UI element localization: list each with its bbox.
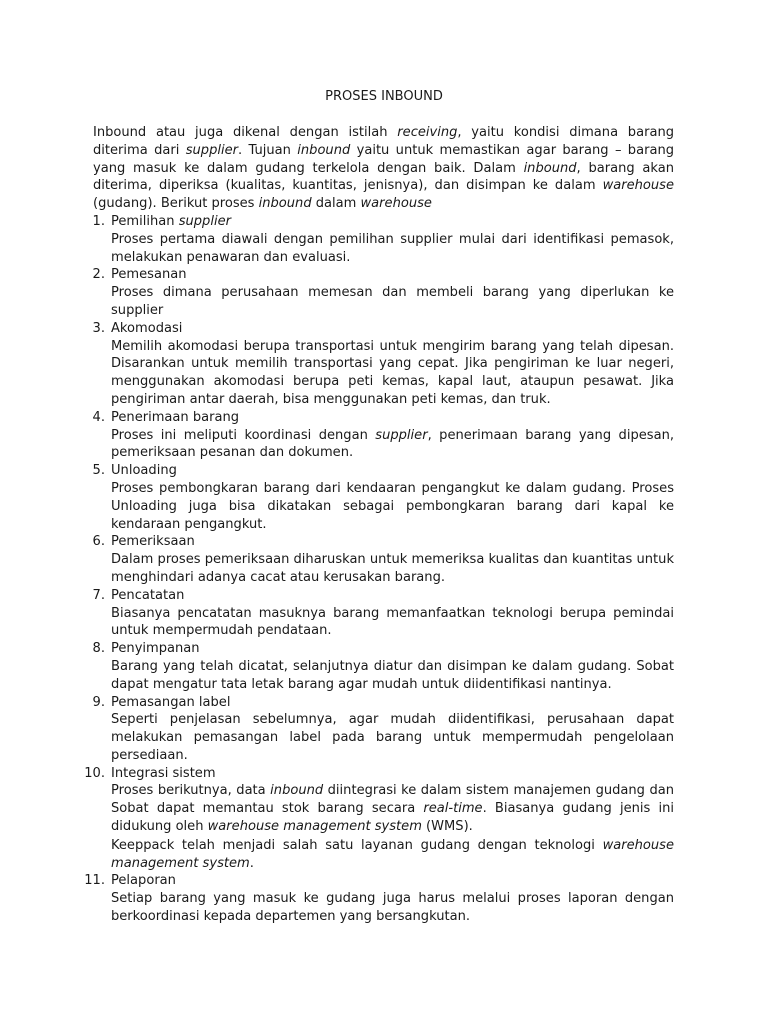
desc-text: Proses berikutnya, data <box>111 783 271 799</box>
item-description <box>111 782 674 835</box>
item-title: Pelaporan <box>111 873 176 889</box>
desc-emphasis: warehouse management system <box>111 837 674 871</box>
list-item <box>93 213 674 266</box>
item-description: Setiap barang yang masuk ke gudang juga harus melalui proses laporan dengan berkoordinasi kepada departemen yang bersangkutan. <box>111 891 674 925</box>
item-title: Pemasangan label <box>111 694 231 710</box>
item-number: 8. <box>92 641 105 657</box>
desc-text: diintegrasi ke dalam sistem manajemen gudang dan Sobat dapat memantau stok barang secara <box>111 783 674 817</box>
item-number: 1. <box>92 213 105 229</box>
item-description: Proses dimana perusahaan memesan dan membeli barang yang diperlukan ke supplier <box>111 285 674 318</box>
intro-paragraph <box>93 124 674 213</box>
list-item <box>84 872 674 925</box>
item-title: Integrasi sistem <box>111 765 216 781</box>
item-number: 3. <box>92 320 105 336</box>
intro-text: , yaitu kondisi dimana barang diterima dari <box>93 125 674 158</box>
desc-text: . Biasanya gudang jenis ini didukung oleh <box>111 801 674 835</box>
desc-text: Proses ini meliputi koordinasi dengan <box>111 427 376 443</box>
desc-emphasis: supplier <box>375 427 428 443</box>
desc-text: Keeppack telah menjadi salah satu layanan gudang dengan teknologi <box>111 837 603 853</box>
item-title: Pencatatan <box>111 587 185 603</box>
item-description: Barang yang telah dicatat, selanjutnya diatur dan disimpan ke dalam gudang. Sobat dapat mengatur tata letak barang agar mudah untuk diidentifikasi nantinya. <box>111 658 674 692</box>
document-title: PROSES INBOUND <box>325 89 443 104</box>
intro-emphasis: warehouse <box>360 196 432 212</box>
desc-text: (WMS). <box>421 819 473 835</box>
list-item <box>93 320 674 409</box>
intro-text: dalam <box>311 196 361 212</box>
intro-text: (gudang). Berikut proses <box>93 196 259 212</box>
item-number: 5. <box>92 463 105 479</box>
item-title: Penyimpanan <box>111 641 200 657</box>
item-number: 9. <box>92 694 105 710</box>
desc-text: . <box>249 855 254 871</box>
intro-emphasis: inbound <box>523 160 577 176</box>
intro-text: , barang akan diterima, diperiksa (kualitas, kuantitas, jenisnya), dan disimpan ke dalam <box>93 160 675 194</box>
intro-text: yaitu untuk memastikan agar barang – barang yang masuk ke dalam gudang terkelola dengan baik. Dalam <box>93 142 674 176</box>
item-title: Pemesanan <box>111 267 187 283</box>
document-body <box>84 124 675 926</box>
item-number: 6. <box>92 534 105 550</box>
list-item <box>93 694 674 765</box>
intro-emphasis: supplier <box>185 142 238 158</box>
intro-text: Inbound atau juga dikenal dengan istilah <box>93 125 398 140</box>
item-number: 2. <box>92 267 105 283</box>
item-title: Unloading <box>111 463 177 479</box>
intro-text: . Tujuan <box>238 142 298 158</box>
item-description: Seperti penjelasan sebelumnya, agar mudah diidentifikasi, perusahaan dapat melakukan pemasangan label pada barang untuk mempermudah pengelolaan persediaan. <box>111 712 674 763</box>
desc-text: , penerimaan barang yang dipesan, pemeriksaan pesanan dan dokumen. <box>111 427 674 461</box>
item-description: Proses pembongkaran barang dari kendaaran pengangkut ke dalam gudang. Proses Unloading juga bisa dikatakan sebagai pembongkaran barang dari kapal ke kendaraan pengangkut. <box>111 480 674 532</box>
list-item <box>84 765 674 873</box>
list-item <box>93 266 674 319</box>
list-item <box>93 640 674 693</box>
process-list <box>84 213 674 926</box>
list-item <box>93 533 674 586</box>
intro-emphasis: inbound <box>258 196 312 212</box>
item-title-text: Pemilihan <box>111 213 179 229</box>
item-description: Proses pertama diawali dengan pemilihan supplier mulai dari identifikasi pemasok, melakukan penawaran dan evaluasi. <box>111 231 674 265</box>
item-description <box>111 837 674 873</box>
list-item <box>93 462 674 533</box>
list-item <box>93 409 674 462</box>
intro-emphasis: warehouse <box>602 178 674 194</box>
item-title: Pemeriksaan <box>111 534 195 550</box>
desc-emphasis: real-time <box>423 801 483 817</box>
item-title: Akomodasi <box>111 320 183 336</box>
list-item <box>93 587 674 640</box>
item-number: 4. <box>92 409 105 425</box>
intro-emphasis: inbound <box>297 142 351 158</box>
item-title <box>111 213 674 231</box>
item-description: Dalam proses pemeriksaan diharuskan untuk memeriksa kualitas dan kuantitas untuk menghindari adanya cacat atau kerusakan barang. <box>111 552 674 585</box>
item-title: Penerimaan barang <box>111 409 240 425</box>
desc-emphasis: warehouse management system <box>207 819 422 835</box>
item-title-emphasis: supplier <box>178 213 231 229</box>
item-number: 11. <box>84 873 105 889</box>
item-description: Memilih akomodasi berupa transportasi untuk mengirim barang yang telah dipesan. Disarankan untuk memilih transportasi yang cepat. Jika pengiriman ke luar negeri, menggunakan akomodasi berupa peti kemas, kapal laut, ataupun pesawat. Jika pengiriman antar daerah, bisa menggunakan peti kemas, dan truk. <box>111 338 674 407</box>
item-number: 7. <box>92 587 105 603</box>
item-description: Biasanya pencatatan masuknya barang memanfaatkan teknologi berupa pemindai untuk mempermudah pendataan. <box>111 605 674 639</box>
intro-emphasis: receiving <box>397 125 458 140</box>
item-number: 10. <box>84 765 105 781</box>
desc-emphasis: inbound <box>270 783 324 799</box>
item-description <box>111 427 674 463</box>
